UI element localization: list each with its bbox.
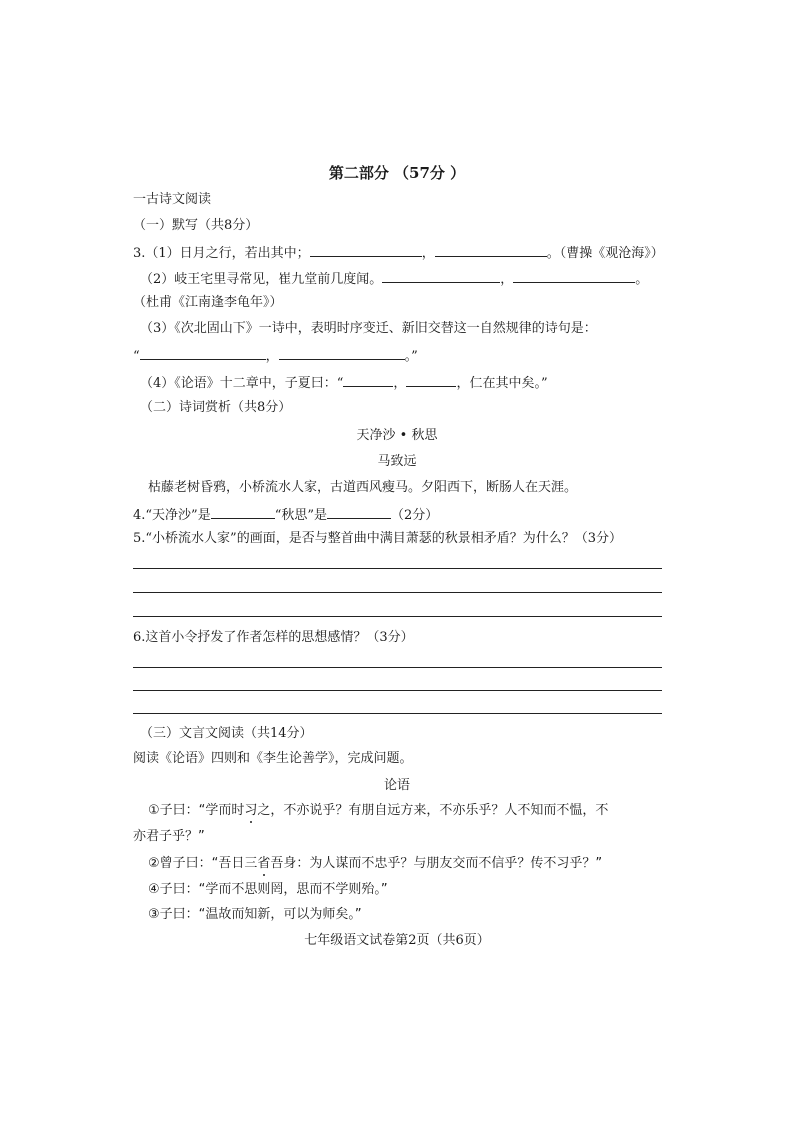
- answer-blank[interactable]: [513, 270, 635, 283]
- passage-2: [148, 856, 602, 872]
- part2-heading: （二）诗词赏析（共8分）: [140, 400, 292, 415]
- passage-3: ④子曰：“学而不思则罔，思而不学则殆。”: [148, 882, 388, 897]
- question-4: [133, 506, 438, 524]
- passage-1-text: ①子曰：“学而时: [148, 803, 245, 818]
- answer-blank[interactable]: [310, 244, 422, 257]
- answer-line[interactable]: [133, 713, 662, 714]
- q3-2-separator: ，: [500, 272, 514, 287]
- question-3-4: [140, 374, 548, 392]
- answer-blank[interactable]: [343, 374, 393, 387]
- answer-blank[interactable]: [406, 374, 456, 387]
- open-quote: “: [133, 349, 140, 364]
- q3-2-prompt: （2）岐王宅里寻常见，崔九堂前几度闻。: [140, 272, 383, 287]
- part3-heading: （三）文言文阅读（共14分）: [140, 726, 313, 741]
- q4-prompt: 4.“天净沙”是: [133, 508, 211, 523]
- text-title: 论语: [383, 778, 410, 793]
- part1-heading: （一）默写（共8分）: [133, 218, 259, 233]
- section-heading: 一古诗文阅读: [133, 192, 212, 207]
- answer-blank[interactable]: [140, 347, 266, 360]
- q3-2-source: （杜甫《江南逢李龟年》）: [133, 295, 283, 310]
- question-3-2: [140, 270, 648, 288]
- part3-instruction: 阅读《论语》四则和《李生论善学》，完成问题。: [133, 751, 413, 766]
- passage-1-end: 亦君子乎？”: [133, 829, 205, 844]
- answer-blank[interactable]: [435, 244, 547, 257]
- page-title: 第二部分 （57分 ）: [328, 164, 466, 182]
- poem-author: 马致远: [377, 454, 417, 469]
- answer-line[interactable]: [133, 616, 662, 617]
- question-5: 5.“小桥流水人家”的画面，是否与整首曲中满目萧瑟的秋景相矛盾？为什么？（3分）: [133, 531, 622, 546]
- answer-blank[interactable]: [279, 347, 405, 360]
- passage-1: [148, 803, 608, 819]
- passage-2-text-cont: 吾身：为人谋而不忠乎？与朋友交而不信乎？传不习乎？”: [270, 856, 603, 871]
- answer-line[interactable]: [133, 568, 662, 569]
- emphasis-char: 省: [257, 856, 271, 871]
- poem-title: 天净沙 • 秋思: [356, 428, 438, 443]
- q4-prompt-b: “秋思”是: [274, 508, 327, 523]
- close-quote: 。”: [404, 349, 418, 364]
- q3-4-separator: ，: [393, 376, 407, 391]
- answer-blank[interactable]: [382, 270, 500, 283]
- q3-4-prompt: （4）《论语》十二章中，子夏曰：“: [140, 376, 344, 391]
- q3-3-separator: ，: [265, 349, 279, 364]
- answer-blank[interactable]: [211, 506, 275, 519]
- question-3-3: （3）《次北固山下》一诗中，表明时序变迁、新旧交替这一自然规律的诗句是：: [140, 321, 597, 336]
- q4-score: （2分）: [391, 508, 439, 523]
- emphasis-char: 习: [244, 803, 258, 818]
- question-6: 6.这首小令抒发了作者怎样的思想感情？（3分）: [133, 630, 414, 645]
- answer-line[interactable]: [133, 667, 662, 668]
- poem-text: 枯藤老树昏鸦，小桥流水人家，古道西风瘦马。夕阳西下，断肠人在天涯。: [148, 480, 578, 495]
- question-3-1: [133, 244, 664, 262]
- passage-4: ③子曰：“温故而知新，可以为师矣。”: [148, 907, 362, 922]
- q3-2-end: 。: [635, 272, 649, 287]
- q3-1-prompt: 3.（1）日月之行，若出其中；: [133, 246, 310, 261]
- answer-blank[interactable]: [327, 506, 391, 519]
- answer-line[interactable]: [133, 592, 662, 593]
- q3-1-separator: ，: [421, 246, 435, 261]
- answer-line[interactable]: [133, 690, 662, 691]
- page-footer: 七年级语文试卷第2页（共6页）: [304, 933, 490, 948]
- q3-4-end: ，仁在其中矣。”: [456, 376, 548, 391]
- passage-1-text-cont: 之，不亦说乎？有朋自远方来，不亦乐乎？人不知而不愠，不: [257, 803, 609, 818]
- q3-1-source: 。（曹操《观沧海》）: [546, 246, 664, 261]
- question-3-3-answers: [133, 347, 418, 365]
- passage-2-text: ②曾子曰：“吾日三: [148, 856, 258, 871]
